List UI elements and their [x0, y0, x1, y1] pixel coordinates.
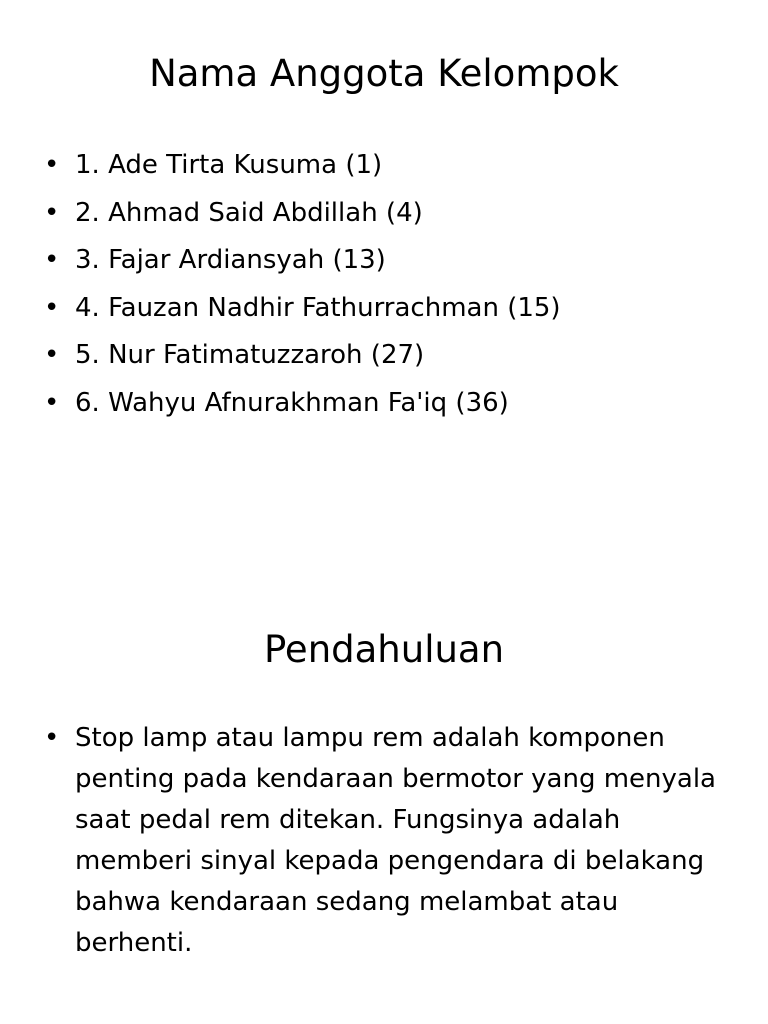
slide-members	[0, 0, 768, 500]
bullet-icon: •	[44, 197, 60, 228]
intro-paragraph: Stop lamp atau lampu rem adalah komponen penting pada kendaraan bermotor yang menyala saat pedal rem ditekan. Fungsinya adalah memberi sinyal kepada pengendara di belakang bahwa kendaraan sedang melambat atau berhenti.	[75, 723, 716, 958]
member-name: 4. Fauzan Nadhir Fathurrachman (15)	[75, 292, 561, 323]
member-name: 2. Ahmad Said Abdillah (4)	[75, 197, 423, 228]
member-name: 3. Fajar Ardiansyah (13)	[75, 245, 386, 276]
bullet-icon: •	[44, 292, 60, 323]
intro-list	[44, 718, 734, 964]
slide-title: Nama Anggota Kelompok	[149, 52, 619, 95]
member-name: 6. Wahyu Afnurakhman Fa'iq (36)	[75, 387, 509, 418]
bullet-icon: •	[44, 150, 60, 180]
list-item	[44, 142, 734, 190]
bullet-icon: •	[44, 245, 60, 276]
member-name: 1. Ade Tirta Kusuma (1)	[75, 150, 383, 180]
slide-introduction	[0, 580, 768, 1024]
bullet-icon: •	[44, 723, 60, 753]
list-item	[44, 190, 734, 238]
bullet-icon: •	[44, 387, 60, 418]
list-item	[44, 332, 734, 380]
member-list	[44, 142, 734, 428]
member-name: 5. Nur Fatimatuzzaroh (27)	[75, 340, 425, 371]
slide-title: Pendahuluan	[263, 628, 505, 671]
bullet-icon: •	[44, 340, 60, 371]
list-item	[44, 718, 734, 964]
list-item	[44, 380, 734, 428]
list-item	[44, 285, 734, 333]
list-item	[44, 237, 734, 285]
